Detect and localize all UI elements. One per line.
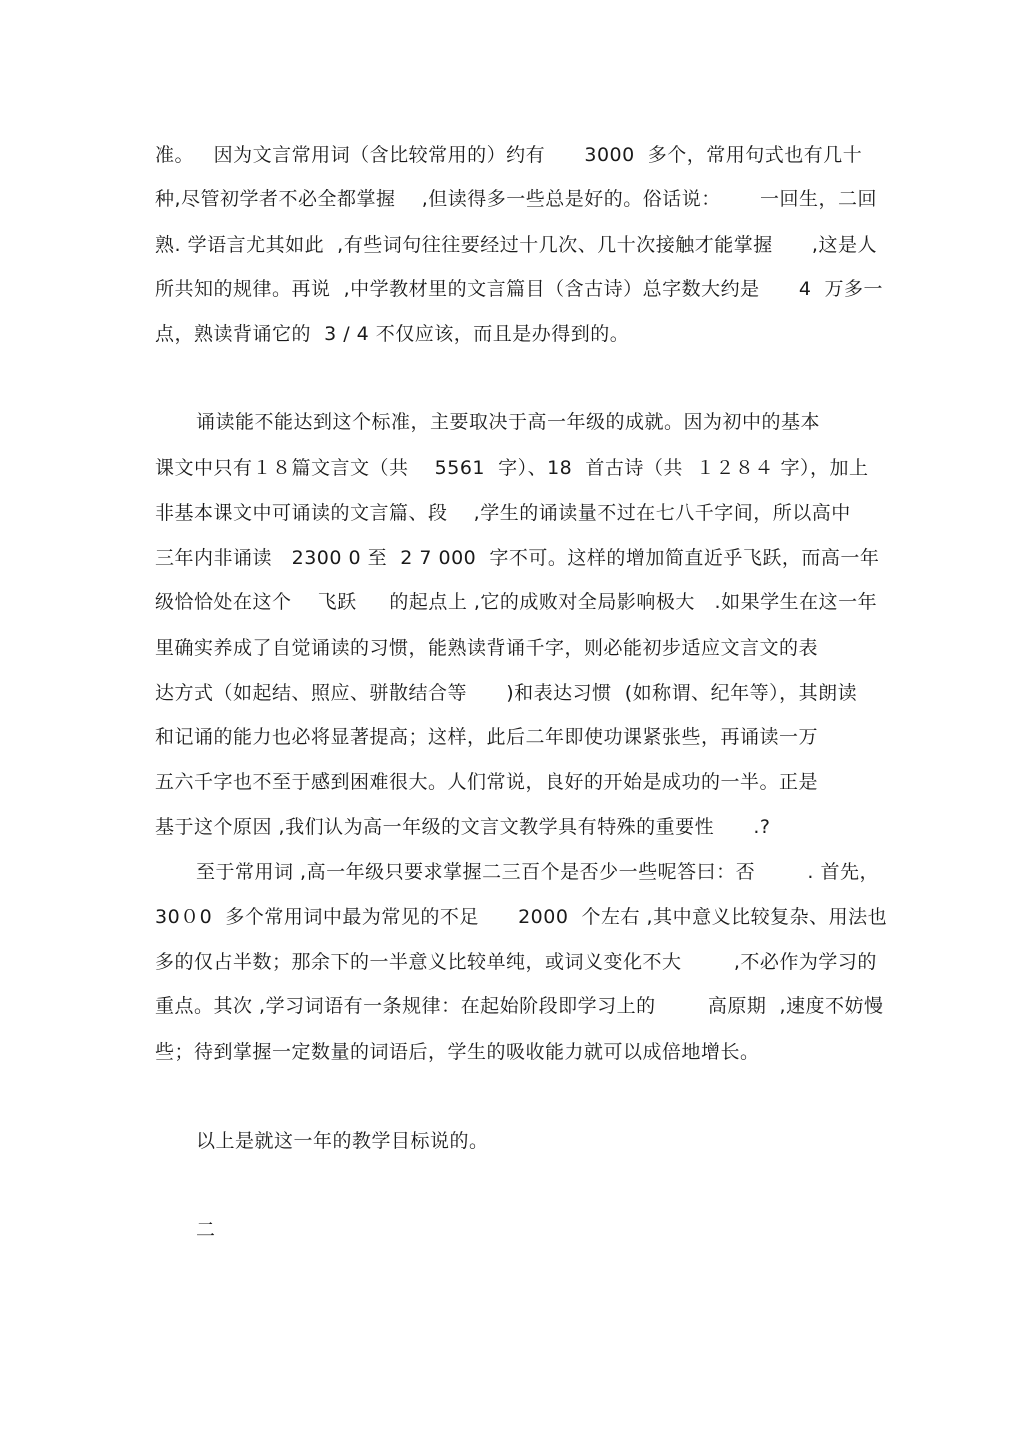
text-line: 课文中只有１８篇文言文（共 5561 字）、18 首古诗（共 １２８４ 字），加上 — [155, 457, 869, 479]
text-line: 所共知的规律。再说 ,中学教材里的文言篇目（含古诗）总字数大约是 4 万多一 — [155, 278, 884, 300]
text-line: 熟. 学语言尤其如此 ,有些词句往往要经过十几次、几十次接触才能掌握 ,这是人 — [155, 234, 877, 256]
text-line: 30０0 多个常用词中最为常见的不足 2000 个左右 ,其中意义比较复杂、用法也 — [155, 906, 888, 928]
text-line: 种,尽管初学者不必全都掌握 ,但读得多一些总是好的。俗话说： 一回生，二回 — [155, 188, 877, 210]
section-heading: 二 — [196, 1219, 216, 1241]
text-line: 准。 因为文言常用词（含比较常用的）约有 3000 多个，常用句式也有几十 — [155, 144, 863, 166]
text-line: 基于这个原因 ,我们认为高一年级的文言文教学具有特殊的重要性 .? — [155, 816, 771, 838]
text-line: 和记诵的能力也必将显著提高；这样，此后二年即使功课紧张些，再诵读一万 — [155, 726, 819, 748]
text-line: 点，熟读背诵它的 3 / 4 不仅应该，而且是办得到的。 — [155, 323, 630, 345]
text-line: 五六千字也不至于感到困难很大。人们常说，良好的开始是成功的一半。正是 — [155, 771, 819, 793]
text-line: 非基本课文中可诵读的文言篇、段 ,学生的诵读量不过在七八千字间，所以高中 — [155, 502, 851, 524]
text-line: 诵读能不能达到这个标准，主要取决于高一年级的成就。因为初中的基本 — [196, 411, 821, 433]
text-line: 三年内非诵读 2300 0 至 2 7 000 字不可。这样的增加简直近乎飞跃，而高一年 — [155, 547, 880, 569]
text-line: 些；待到掌握一定数量的词语后，学生的吸收能力就可以成倍地增长。 — [155, 1041, 760, 1063]
text-line: 以上是就这一年的教学目标说的。 — [196, 1130, 489, 1152]
text-line: 里确实养成了自觉诵读的习惯，能熟读背诵千字，则必能初步适应文言文的表 — [155, 637, 819, 659]
text-line: 至于常用词 ,高一年级只要求掌握二三百个是否少一些呢答曰：否 . 首先， — [196, 861, 879, 883]
text-line: 达方式（如起结、照应、骈散结合等 )和表达习惯 (如称谓、纪年等），其朗读 — [155, 682, 858, 704]
text-line: 多的仅占半数；那余下的一半意义比较单纯，或词义变化不大 ,不必作为学习的 — [155, 951, 877, 973]
text-line: 级恰恰处在这个 飞跃 的起点上 ,它的成败对全局影响极大 .如果学生在这一年 — [155, 591, 878, 613]
text-line: 重点。其次 ,学习词语有一条规律：在起始阶段即学习上的 高原期 ,速度不妨慢 — [155, 995, 884, 1017]
